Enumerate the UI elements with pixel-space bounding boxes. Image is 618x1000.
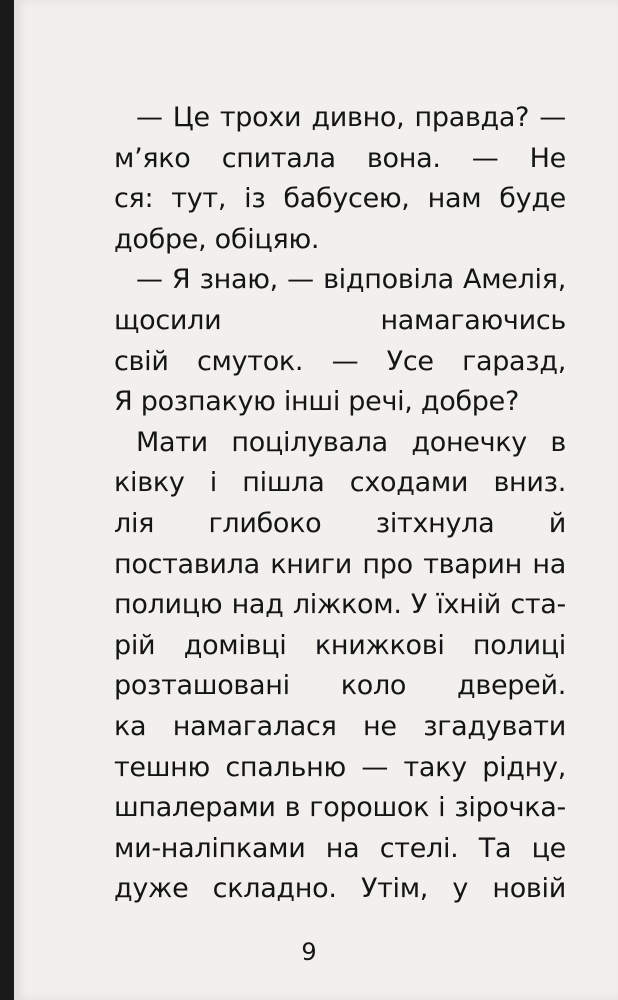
text-line: ся: тут, із бабусею, нам буде	[114, 183, 566, 215]
page-body-text	[114, 98, 566, 910]
text-line: щосили намагаючись	[114, 304, 566, 336]
text-line: розташовані коло дверей.	[114, 670, 566, 702]
text-line: полицю над ліжком. У їхній ста-	[114, 589, 566, 621]
book-page	[14, 0, 618, 1000]
text-line: ка намагалася не згадувати	[114, 710, 566, 742]
page-number: 9	[301, 938, 317, 966]
text-line: — Це трохи дивно, правда? —	[136, 102, 566, 133]
text-line: добре, обіцяю.	[114, 223, 320, 255]
text-line: свій смуток. — Усе гаразд,	[114, 345, 566, 377]
text-line: поставила книги про тварин на	[114, 548, 566, 580]
text-line: шпалерами в горошок і зірочка-	[114, 792, 566, 824]
text-line: ми-наліпками на стелі. Та це	[114, 832, 566, 864]
text-line: тешню спальню — таку рідну,	[114, 751, 566, 783]
text-line: м’яко спитала вона. — Не	[114, 142, 566, 174]
text-line: Мати поцілувала донечку в	[136, 426, 566, 458]
text-line: — Я знаю, — відповіла Амелія,	[136, 264, 566, 296]
text-line: ківку і пішла сходами вниз.	[114, 467, 566, 499]
text-line: лія глибоко зітхнула й	[114, 507, 566, 539]
text-line: дуже складно. Утім, у новій	[114, 873, 566, 905]
text-line: Я розпакую інші речі, добре?	[114, 386, 519, 418]
text-line: рій домівці книжкові полиці	[114, 629, 566, 661]
